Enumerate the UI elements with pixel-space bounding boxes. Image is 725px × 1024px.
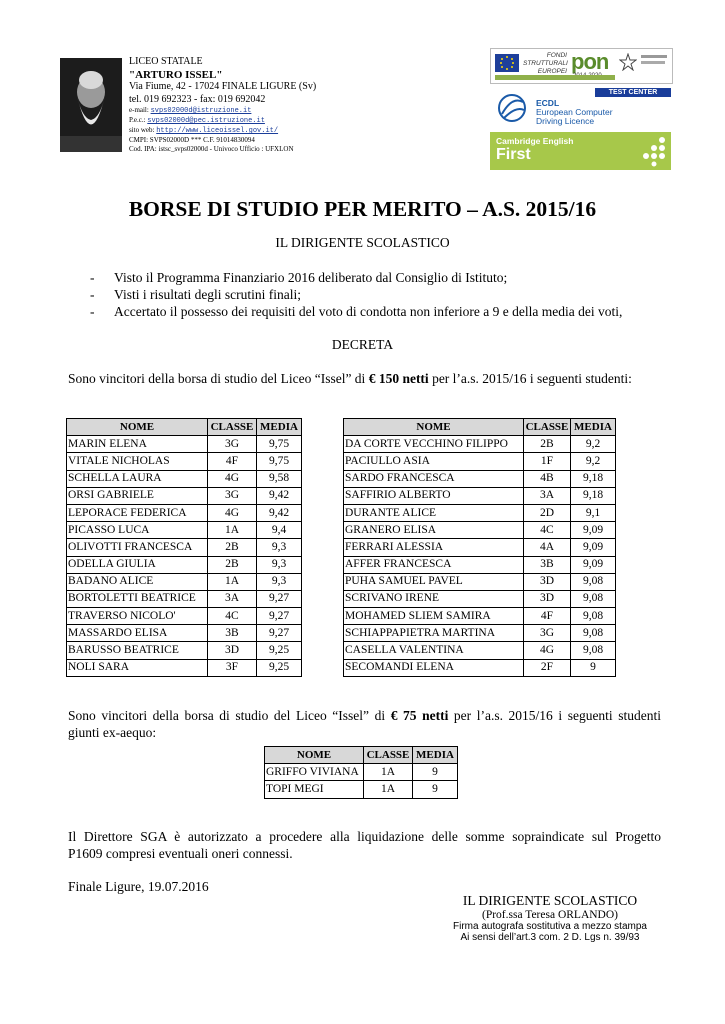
student-name: DA CORTE VECCHINO FILIPPO [344,436,524,453]
table-row [344,487,616,504]
signature-name: (Prof.ssa Teresa ORLANDO) [482,909,618,921]
student-class: 2F [524,659,571,676]
table-row [67,659,302,676]
table-row [344,504,616,521]
ecdl-line-3: Driving Licence [536,116,595,126]
table-row [344,608,616,625]
col-class-header: CLASSE [364,747,413,764]
web-label: sito web: [129,126,155,134]
student-name: GRANERO ELISA [344,522,524,539]
table-row [67,556,302,573]
col-name-header: NOME [265,747,364,764]
table-row [67,608,302,625]
premise-item: - Visti i risultati degli scrutini finali; [90,287,302,302]
table-row [344,539,616,556]
student-class: 2B [208,539,257,556]
student-name: MARIN ELENA [67,436,208,453]
cambridge-dots-icon [638,135,668,167]
table-row [67,470,302,487]
student-name: VITALE NICHOLAS [67,453,208,470]
table-row [67,573,302,590]
table-row [344,573,616,590]
table-row [67,539,302,556]
student-average: 9,18 [571,487,616,504]
table-row [344,436,616,453]
student-class: 3G [208,487,257,504]
student-class: 3D [524,590,571,607]
ecdl-label: ECDL [536,98,560,108]
founder-portrait [60,58,122,152]
student-class: 4C [524,522,571,539]
student-class: 3G [208,436,257,453]
table-row [67,590,302,607]
student-name: SCHELLA LAURA [67,470,208,487]
student-class: 4G [208,504,257,521]
ecdl-line-2: European Computer [536,107,613,117]
table-row [67,625,302,642]
student-name: CASELLA VALENTINA [344,642,524,659]
student-name: BORTOLETTI BEATRICE [67,590,208,607]
student-average: 9,18 [571,470,616,487]
student-average: 9,2 [571,436,616,453]
logos-column [490,48,671,170]
table-row [344,590,616,607]
student-average: 9,09 [571,556,616,573]
student-average: 9 [571,659,616,676]
student-name: SCHIAPPAPIETRA MARTINA [344,625,524,642]
student-class: 4G [524,642,571,659]
student-average: 9,08 [571,573,616,590]
student-average: 9,09 [571,522,616,539]
student-name: AFFER FRANCESCA [344,556,524,573]
student-average: 9,27 [257,608,302,625]
student-class: 3A [524,487,571,504]
student-average: 9,75 [257,436,302,453]
student-class: 3F [208,659,257,676]
winners-table-ex-aequo [264,746,458,799]
test-center-badge: TEST CENTER [595,88,671,97]
document-title: BORSE DI STUDIO PER MERITO – A.S. 2015/16 [128,197,597,221]
student-name: PACIULLO ASIA [344,453,524,470]
student-average: 9 [413,781,458,798]
student-class: 4G [208,470,257,487]
cambridge-logo [490,132,671,170]
col-class-header: CLASSE [208,419,257,436]
signature-note-1: Firma autografa sostitutiva a mezzo stampa [453,921,647,932]
table-row [67,436,302,453]
student-average: 9 [413,764,458,781]
table-row [67,522,302,539]
table-row [67,504,302,521]
student-average: 9,27 [257,590,302,607]
ecdl-logo [490,88,671,126]
student-class: 1A [208,573,257,590]
student-class: 3D [524,573,571,590]
school-pec-link[interactable]: svps02000d@pec.istruzione.it [147,117,265,125]
student-name: MASSARDO ELISA [67,625,208,642]
school-web-row [129,126,316,136]
eu-flag-icon [495,54,519,72]
student-class: 4C [208,608,257,625]
table-row [67,642,302,659]
student-average: 9,75 [257,453,302,470]
student-average: 9,25 [257,659,302,676]
student-average: 9,3 [257,556,302,573]
table-row [344,453,616,470]
student-average: 9,1 [571,504,616,521]
student-class: 2B [208,556,257,573]
student-class: 4F [208,453,257,470]
cambridge-label: Cambridge English [496,136,574,146]
student-name: BADANO ALICE [67,573,208,590]
winners-paragraph-75: Sono vincitori della borsa di studio del Liceo “Issel” di € 75 netti per l’a.s. 2015/16 i seguenti studenti giunti ex-aequo: [68,708,662,740]
school-letterhead [129,56,316,154]
student-name: SCRIVANO IRENE [344,590,524,607]
table-row [344,522,616,539]
email-label: e-mail: [129,106,149,114]
premise-item: - Visto il Programma Finanziario 2016 deliberato dal Consiglio di Istituto; [90,270,508,285]
ministry-text-bar [641,55,667,58]
student-average: 9,09 [571,539,616,556]
student-name: PICASSO LUCA [67,522,208,539]
school-address: Via Fiume, 42 - 17024 FINALE LIGURE (Sv) [129,81,317,92]
student-class: 3B [208,625,257,642]
premises-list [90,269,622,320]
student-class: 4F [524,608,571,625]
col-name-header: NOME [67,419,208,436]
student-average: 9,25 [257,642,302,659]
student-name: OLIVOTTI FRANCESCA [67,539,208,556]
student-name: SARDO FRANCESCA [344,470,524,487]
ecdl-globe-icon [496,92,528,124]
table-row [67,487,302,504]
premise-item: - Accertato il possesso dei requisiti del voto di condotta non inferiore a 9 e della media dei voti, [90,304,623,319]
student-class: 4B [524,470,571,487]
school-phone: tel. 019 692323 - fax: 019 692042 [129,93,266,105]
student-average: 9,3 [257,573,302,590]
pon-funds-label: FONDI STRUTTURALI EUROPEI [523,52,568,75]
decreta-heading: DECRETA [331,337,394,352]
dsga-paragraph: Il Direttore SGA è autorizzato a procedere alla liquidazione delle somme sopraindicate sul Progetto P1609 compresi eventuali oneri connessi. [68,829,661,861]
col-avg-header: MEDIA [571,419,616,436]
student-name: DURANTE ALICE [344,504,524,521]
signature-title: IL DIRIGENTE SCOLASTICO [462,893,638,908]
school-pec-row [129,116,316,126]
student-class: 3B [524,556,571,573]
student-name: MOHAMED SLIEM SAMIRA [344,608,524,625]
table-row [344,470,616,487]
student-name: GRIFFO VIVIANA [265,764,364,781]
student-name: FERRARI ALESSIA [344,539,524,556]
school-type: LICEO STATALE [129,56,203,67]
signature-block [420,893,680,943]
student-class: 1F [524,453,571,470]
student-class: 3D [208,642,257,659]
col-name-header: NOME [344,419,524,436]
amount-150: € 150 netti [368,371,429,386]
place-date: Finale Ligure, 19.07.2016 [68,879,209,894]
student-average: 9,4 [257,522,302,539]
pec-label: P.e.c.: [129,116,146,124]
table-row [344,556,616,573]
student-class: 1A [364,781,413,798]
table-row [265,764,458,781]
student-average: 9,58 [257,470,302,487]
winners-paragraph-150: Sono vincitori della borsa di studio del Liceo “Issel” di € 150 netti per l’a.s. 2015/16 i seguenti studenti: [68,371,632,386]
student-average: 9,08 [571,608,616,625]
cambridge-level: First [496,146,531,163]
student-name: PUHA SAMUEL PAVEL [344,573,524,590]
school-name: "ARTURO ISSEL" [129,68,223,81]
winners-table-left [66,418,302,677]
student-average: 9,2 [571,453,616,470]
student-average: 9,3 [257,539,302,556]
student-class: 1A [364,764,413,781]
student-name: BARUSSO BEATRICE [67,642,208,659]
table-row [67,453,302,470]
student-average: 9,08 [571,642,616,659]
student-class: 2B [524,436,571,453]
table-row [344,625,616,642]
table-row [265,781,458,798]
student-average: 9,27 [257,625,302,642]
pon-strip [495,75,615,80]
school-web-link[interactable]: http://www.liceoissel.gov.it/ [156,127,279,135]
col-class-header: CLASSE [524,419,571,436]
dirigente-heading: IL DIRIGENTE SCOLASTICO [275,235,450,250]
student-name: ODELLA GIULIA [67,556,208,573]
school-codes-1: CMPI: SVPS02000D *** C.F. 91014830094 [129,136,255,144]
student-name: NOLI SARA [67,659,208,676]
school-codes-2: Cod. IPA: istsc_svps02000d - Univoco Ufficio : UFXLON [129,145,294,153]
student-class: 1A [208,522,257,539]
student-class: 3G [524,625,571,642]
table-header-row [344,419,616,436]
student-average: 9,08 [571,590,616,607]
italy-emblem-icon [619,53,637,71]
winners-table-right [343,418,616,677]
school-email-row [129,106,316,116]
student-name: TOPI MEGI [265,781,364,798]
school-email-link[interactable]: svps02000d@istruzione.it [150,107,252,115]
student-name: ORSI GABRIELE [67,487,208,504]
table-header-row [67,419,302,436]
student-name: TRAVERSO NICOLO' [67,608,208,625]
pon-wordmark: pon [571,49,609,74]
student-name: SAFFIRIO ALBERTO [344,487,524,504]
student-average: 9,08 [571,625,616,642]
table-header-row [265,747,458,764]
student-name: LEPORACE FEDERICA [67,504,208,521]
amount-75: € 75 netti [390,708,449,723]
student-class: 4A [524,539,571,556]
student-name: SECOMANDI ELENA [344,659,524,676]
ministry-text-bar-2 [641,61,665,64]
table-row [344,659,616,676]
student-average: 9,42 [257,504,302,521]
col-avg-header: MEDIA [257,419,302,436]
table-row [344,642,616,659]
student-class: 3A [208,590,257,607]
signature-note-2: Ai sensi dell’art.3 com. 2 D. Lgs n. 39/93 [460,932,640,943]
student-class: 2D [524,504,571,521]
col-avg-header: MEDIA [413,747,458,764]
pon-logo [490,48,673,84]
student-average: 9,42 [257,487,302,504]
